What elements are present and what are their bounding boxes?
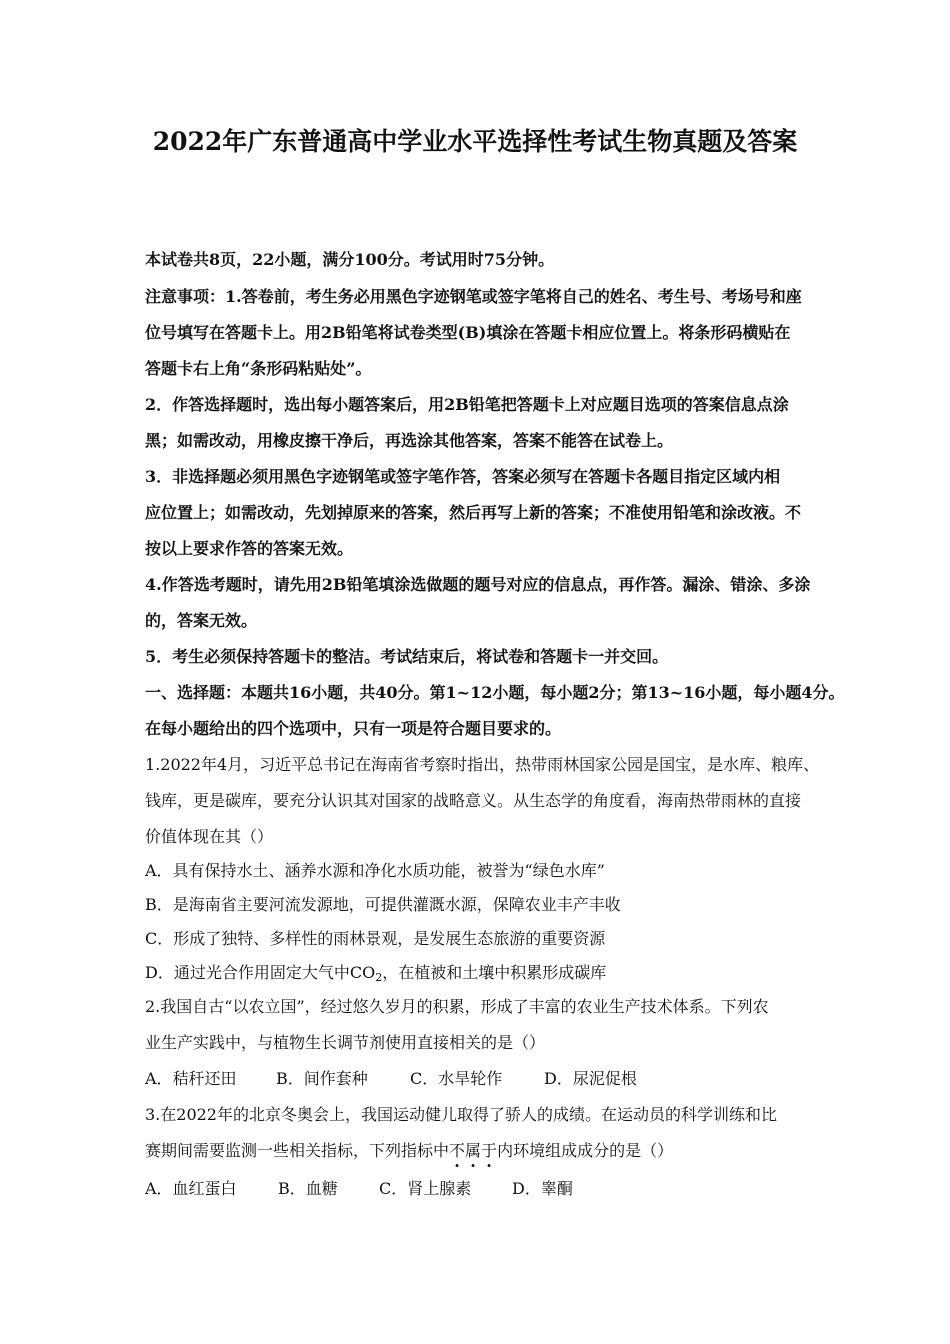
question-2-option-a: A．秸秆还田 (145, 1069, 237, 1088)
notes-line: 注意事项：1.答卷前，考生务必用黑色字迹钢笔或签字笔将自己的姓名、考生号、考场号和座 (145, 287, 802, 306)
notes-line: 位号填写在答题卡上。用2B铅笔将试卷类型(B)填涂在答题卡相应位置上。将条形码横贴在 (145, 323, 791, 342)
question-3-stem: 3.在2022年的北京冬奥会上，我国运动健儿取得了骄人的成绩。在运动员的科学训练和比 (145, 1105, 777, 1124)
notes-line: 2．作答选择题时，选出每小题答案后，用2B铅笔把答题卡上对应题目选项的答案信息点涂 (145, 395, 789, 414)
question-3-options (145, 1178, 815, 1200)
question-3-stem (145, 1140, 815, 1162)
question-2-stem: 2.我国自古“以农立国”，经过悠久岁月的积累，形成了丰富的农业生产技术体系。下列农 (145, 997, 769, 1016)
question-2-option-b: B．间作套种 (276, 1069, 368, 1088)
question-3-option-c: C．肾上腺素 (379, 1179, 472, 1198)
question-1-option-b: B．是海南省主要河流发源地，可提供灌溉水源，保障农业丰产丰收 (145, 895, 621, 914)
emphasis-char: 于 (481, 1141, 498, 1160)
co2-subscript: 2 (375, 971, 383, 984)
question-3-stem-text-end: 内环境组成成分的是（） (497, 1141, 674, 1160)
exam-intro: 本试卷共8页，22小题，满分100分。考试用时75分钟。 (145, 250, 555, 269)
notes-line: 应位置上；如需改动，先划掉原来的答案，然后再写上新的答案；不准使用铅笔和涂改液。不 (145, 503, 802, 522)
notes-line: 按以上要求作答的答案无效。 (145, 539, 354, 558)
option-d-text-end: ，在植被和土壤中积累形成碳库 (382, 963, 607, 982)
emphasis-char: 不 (449, 1141, 466, 1160)
notes-line: 答题卡右上角“条形码粘贴处”。 (145, 359, 372, 378)
question-3-stem-text: 赛期间需要监测一些相关指标，下列指标中 (145, 1141, 450, 1160)
page-title: 2022年广东普通高中学业水平选择性考试生物真题及答案 (152, 127, 798, 156)
question-3-option-d: D．睾酮 (512, 1179, 573, 1198)
section-heading: 在每小题给出的四个选项中，只有一项是符合题目要求的。 (145, 719, 562, 738)
question-3-option-b: B．血糖 (278, 1179, 338, 1198)
question-3-option-a: A．血红蛋白 (145, 1179, 237, 1198)
notes-line: 的，答案无效。 (145, 611, 258, 630)
emphasis-char: 属 (465, 1141, 482, 1160)
question-1-option-c: C．形成了独特、多样性的雨林景观，是发展生态旅游的重要资源 (145, 929, 606, 948)
question-1-stem: 价值体现在其（） (145, 827, 274, 846)
question-1-option-d (145, 962, 815, 989)
question-2-stem: 业生产实践中，与植物生长调节剂使用直接相关的是（） (145, 1033, 546, 1052)
question-1-stem: 1.2022年4月，习近平总书记在海南省考察时指出，热带雨林国家公园是国宝，是水库、粮库、 (145, 755, 820, 774)
notes-line: 4.作答选考题时，请先用2B铅笔填涂选做题的题号对应的信息点，再作答。漏涂、错涂、多涂 (145, 575, 811, 594)
notes-line: 5．考生必须保持答题卡的整洁。考试结束后，将试卷和答题卡一并交回。 (145, 647, 669, 666)
question-2-option-d: D．尿泥促根 (544, 1069, 637, 1088)
notes-line: 3．非选择题必须用黑色字迹钢笔或签字笔作答，答案必须写在答题卡各题目指定区域内相 (145, 467, 781, 486)
question-1-stem: 钱库，更是碳库，要充分认识其对国家的战略意义。从生态学的角度看，海南热带雨林的直接 (145, 791, 802, 810)
option-d-text: D．通过光合作用固定大气中CO (145, 963, 376, 982)
question-2-option-c: C．水旱轮作 (410, 1069, 503, 1088)
question-2-options (145, 1068, 815, 1090)
notes-line: 黑；如需改动，用橡皮擦干净后，再选涂其他答案，答案不能答在试卷上。 (145, 431, 674, 450)
section-heading: 一、选择题：本题共16小题，共40分。第1~12小题，每小题2分；第13~16小题，每小题4分。 (145, 683, 845, 702)
question-1-option-a: A．具有保持水土、涵养水源和净化水质功能，被誉为“绿色水库” (145, 861, 605, 880)
